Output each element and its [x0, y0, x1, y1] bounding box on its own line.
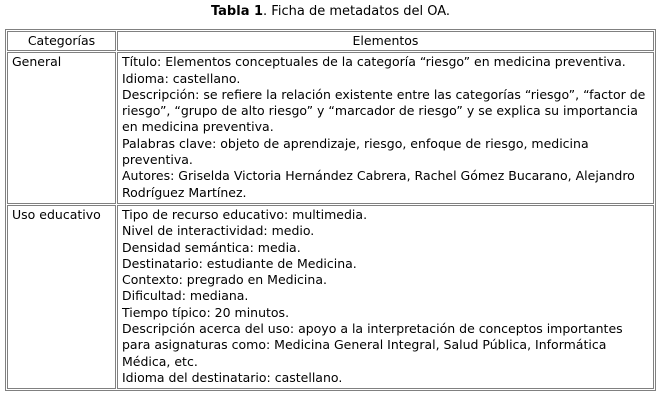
- element-line: Dificultad: mediana.: [122, 288, 249, 304]
- element-line: Nivel de interactividad: medio.: [122, 223, 315, 239]
- element-line: Descripción acerca del uso: apoyo a la interpretación de conceptos importantes para asignaturas como: Medicina General Integral, Salud Pública, Informática Médica, etc.: [122, 321, 623, 369]
- element-line: Destinatario: estudiante de Medicina.: [122, 255, 357, 271]
- element-line: Tiempo típico: 20 minutos.: [122, 304, 290, 320]
- element-line: Idioma: castellano.: [122, 70, 241, 86]
- element-line: Tipo de recurso educativo: multimedia.: [122, 206, 368, 222]
- element-line: Autores: Griselda Victoria Hernández Cabrera, Rachel Gómez Bucarano, Alejandro Rodríguez Martínez.: [122, 168, 635, 200]
- header-elementos: Elementos: [117, 31, 654, 51]
- category-cell: Uso educativo: [7, 205, 116, 389]
- table-row-general: [7, 52, 654, 204]
- caption-text: . Ficha de metadatos del OA.: [263, 4, 451, 19]
- element-line: Densidad semántica: media.: [122, 239, 301, 255]
- elements-cell: [117, 205, 654, 389]
- table-row-uso-educativo: [7, 205, 654, 389]
- caption-label: Tabla 1: [210, 4, 264, 19]
- header-row: [7, 31, 654, 51]
- element-line: Descripción: se refiere la relación existente entre las categorías “riesgo”, “factor de riesgo”, “grupo de alto riesgo” y “marcador de riesgo” y se explica su importancia en medicina preventiva.: [122, 86, 646, 135]
- elements-cell: [117, 52, 654, 204]
- metadata-table: [5, 29, 656, 391]
- header-categorias: Categorías: [7, 31, 116, 51]
- element-line: Contexto: pregrado en Medicina.: [122, 272, 327, 288]
- element-line: Idioma del destinatario: castellano.: [122, 369, 343, 385]
- element-line: Título: Elementos conceptuales de la categoría “riesgo” en medicina preventiva.: [122, 54, 626, 70]
- table-caption: [0, 4, 661, 20]
- element-line: Palabras clave: objeto de aprendizaje, riesgo, enfoque de riesgo, medicina preventiva.: [122, 135, 589, 168]
- category-cell: General: [7, 52, 116, 204]
